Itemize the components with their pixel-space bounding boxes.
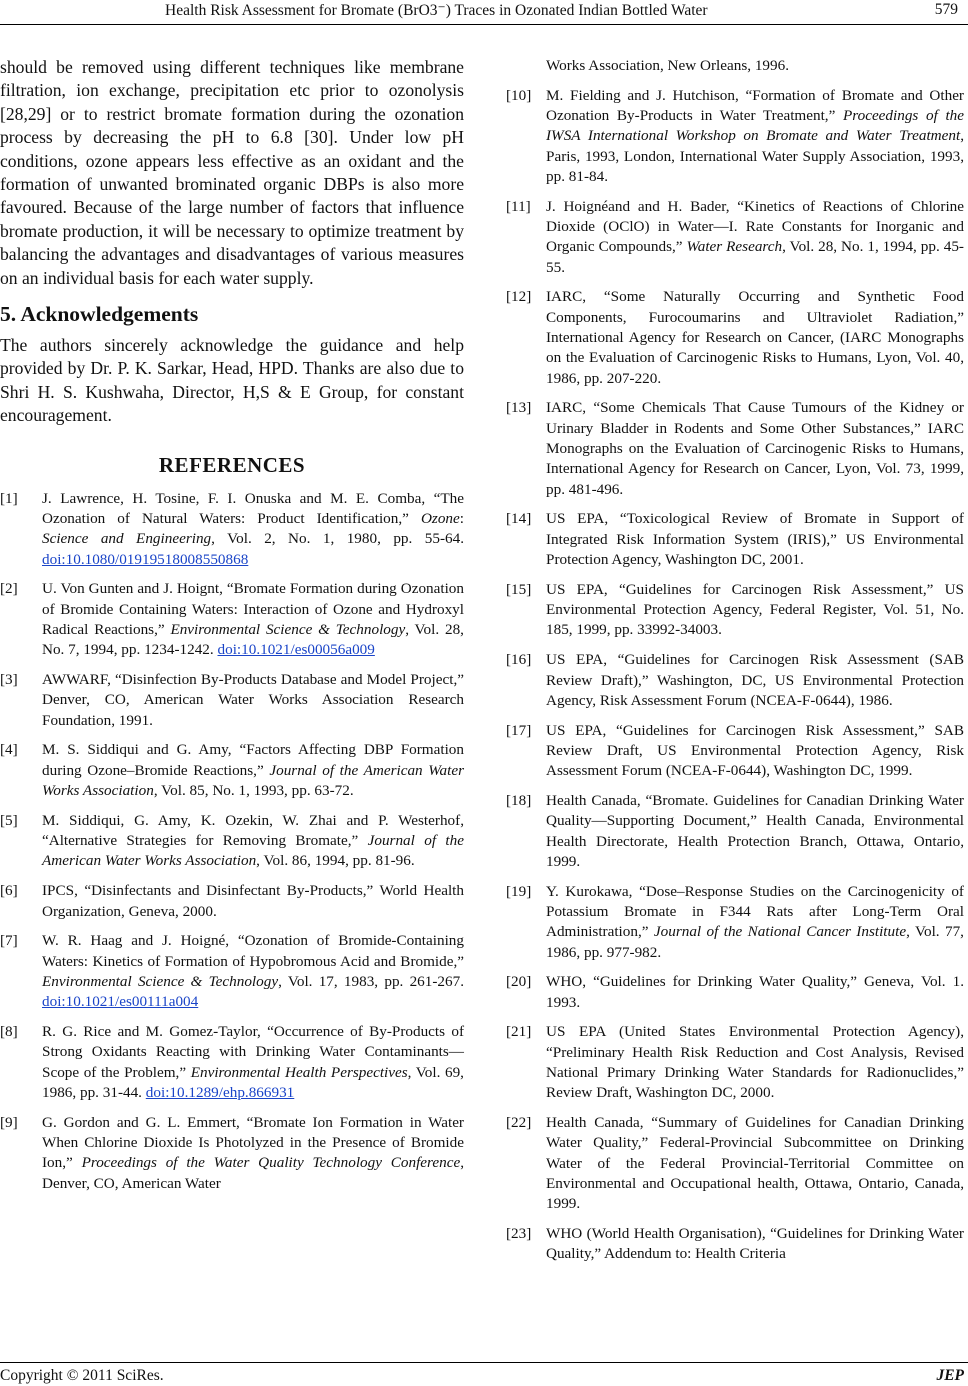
reference-text: J. Lawrence, H. Tosine, F. I. Onuska and M. E. Comba, “The Ozonation of Natural Waters: Product Identification,” [42, 489, 464, 527]
journal-abbreviation: JEP [936, 1367, 964, 1384]
reference-list-right [506, 86, 964, 1265]
reference-item [0, 489, 464, 570]
reference-text: , Vol. 77, 1986, pp. 977-982. [546, 923, 964, 961]
doi-link[interactable]: doi:10.1289/ehp.866931 [145, 1083, 295, 1101]
reference-number: [9] [0, 1113, 18, 1131]
reference-item [506, 650, 964, 711]
reference-item [506, 580, 964, 641]
reference-text: , Vol. 28, No. 1, 1994, pp. 45-55. [546, 238, 964, 276]
reference-text: IARC, “Some Naturally Occurring and Synthetic Food Components, Furocoumarins and Ultraviolet Radiation,” International Agency for Research on Cancer, (IARC Monographs on the Evaluation of Carcinogenic Risks to Humans, Lyon, Vol. 40, 1986, pp. 207-220. [546, 288, 964, 387]
reference-title-italic: Science and Engineering [42, 530, 212, 548]
reference-number: [10] [506, 86, 532, 104]
reference-title-italic: Ozone [420, 509, 460, 527]
reference-item [506, 86, 964, 187]
reference-number: [16] [506, 651, 532, 669]
reference-number: [17] [506, 721, 532, 739]
reference-text: IPCS, “Disinfectants and Disinfectant By-Products,” World Health Organization, Geneva, 2000. [42, 882, 464, 920]
running-title: Health Risk Assessment for Bromate (BrO3⁻) Traces in Ozonated Indian Bottled Water [165, 2, 708, 19]
reference-text: US EPA, “Guidelines for Carcinogen Risk Assessment,” US Environmental Protection Agency, Federal Register, Vol. 51, No. 185, 1999, pp. 33992-34003. [546, 580, 964, 639]
reference-number: [11] [506, 197, 531, 215]
page-footer [0, 1362, 968, 1386]
reference-text: US EPA, “Guidelines for Carcinogen Risk Assessment (SAB Review Draft),” Washington, DC, US Environmental Protection Agency, Risk Assessment Forum (NCEA-F-0644), 1986. [546, 651, 964, 709]
reference-title-italic: Journal of the American Water Works Association [42, 761, 464, 800]
header-rule [0, 24, 968, 25]
reference-number: [7] [0, 932, 18, 950]
reference-item [506, 398, 964, 499]
running-header [0, 0, 968, 26]
reference-item [0, 740, 464, 801]
reference-title-italic: Proceedings of the IWSA International Workshop on Bromate and Water Treatment [546, 107, 964, 145]
reference-item [506, 197, 964, 278]
reference-text: R. G. Rice and M. Gomez-Taylor, “Occurrence of By-Products of Strong Oxidants Reacting with Drinking Water Contaminants—Scope of the Problem,” [42, 1023, 464, 1081]
reference-title-italic: Proceedings of the Water Quality Technology Conference [81, 1154, 461, 1172]
reference-item [0, 1022, 464, 1103]
doi-link[interactable]: doi:10.1021/es00056a009 [217, 641, 375, 659]
reference-text: , Denver, CO, American Water [42, 1154, 464, 1192]
reference-text: M. Siddiqui, G. Amy, K. Ozekin, W. Zhai and P. Westerhof, “Alternative Strategies for Removing Bromate,” [42, 811, 464, 850]
reference-text: US EPA, “Toxicological Review of Bromate in Support of Integrated Risk Information System (IRIS),” US Environmental Protection Agency, Washington DC, 2001. [546, 510, 964, 569]
reference-title-italic: Journal of the National Cancer Institute [653, 923, 907, 941]
reference-number: [6] [0, 882, 18, 900]
reference-number: [2] [0, 580, 18, 598]
reference-text: , Vol. 69, 1986, pp. 31-44. [42, 1063, 464, 1101]
acknowledgements-text: The authors sincerely acknowledge the guidance and help provided by Dr. P. K. Sarkar, Head, HPD. Thanks are also due to Shri H. S. Kushwaha, Director, H,S & E Group, for constant encouragement. [0, 335, 464, 426]
footer-rule [0, 1362, 968, 1363]
reference-text: , Paris, 1993, London, International Water Supply Association, 1993, pp. 81-84. [546, 127, 964, 185]
reference-item [0, 931, 464, 1012]
reference-text: : [459, 509, 464, 527]
reference-text: , Vol. 28, No. 7, 1994, pp. 1234-1242. [42, 620, 464, 659]
reference-text: AWWARF, “Disinfection By-Products Database and Model Project,” Denver, CO, American Water Works Association Research Foundation, 1991. [42, 671, 464, 729]
reference-text: , Vol. 17, 1983, pp. 261-267. [278, 972, 464, 990]
reference-text: US EPA (United States Environmental Protection Agency), “Preliminary Health Risk Reduction and Cost Analysis, Revised National Primary Drinking Water Standards for Radionuclides,” Review Draft, Washington DC, 2000. [546, 1023, 964, 1102]
references-heading: REFERENCES [158, 452, 306, 477]
reference-text: US EPA, “Guidelines for Carcinogen Risk Assessment,” SAB Review Draft, US Environmental Protection Agency, Risk Assessment Forum (NCEA-F-0644), Washington DC, 1999. [546, 721, 964, 780]
reference-item [0, 670, 464, 731]
reference-item [506, 1022, 964, 1103]
reference-item [506, 882, 964, 963]
acknowledgements-heading: 5. Acknowledgements [0, 302, 199, 327]
reference-item [506, 972, 964, 1013]
reference-number: [13] [506, 399, 532, 417]
reference-number: [3] [0, 671, 18, 689]
reference-number: [14] [506, 510, 532, 528]
reference-item [506, 287, 964, 388]
reference-list-left [0, 489, 464, 1194]
reference-text: W. R. Haag and J. Hoigné, “Ozonation of Bromide-Containing Waters: Kinetics of Formation of Hypobromous Acid and Bromide,” [42, 932, 464, 970]
reference-text: IARC, “Some Chemicals That Cause Tumours of the Kidney or Urinary Bladder in Rodents and Some Other Substances,” IARC Monographs on the Evaluation of Carcinogenic Risks to Humans, International Agency for Research on Cancer, Lyon, Vol. 73, 1999, pp. 481-496. [546, 399, 964, 498]
reference-number: [21] [506, 1023, 532, 1041]
reference-item [506, 1224, 964, 1265]
right-column [506, 56, 964, 1274]
reference-item [0, 881, 464, 922]
reference-number: [19] [506, 882, 532, 900]
reference-number: [4] [0, 741, 18, 759]
reference-item [506, 791, 964, 872]
reference-number: [12] [506, 288, 532, 306]
reference-text: G. Gordon and G. L. Emmert, “Bromate Ion Formation in Water When Chlorine Dioxide Is Photolyzed in the Presence of Bromide Ion,” [42, 1113, 464, 1172]
page-number: 579 [934, 1, 958, 18]
reference-item [0, 811, 464, 872]
reference-text: M. S. Siddiqui and G. Amy, “Factors Affecting DBP Formation during Ozone–Bromide Reactions,” [42, 741, 464, 779]
reference-number: [5] [0, 811, 18, 829]
reference-text: Y. Kurokawa, “Dose–Response Studies on the Carcinogenicity of Potassium Bromate in F344 Rats after Long-Term Oral Administration,” [546, 882, 964, 941]
reference-number: [18] [506, 792, 532, 809]
reference-text: , Vol. 2, No. 1, 1980, pp. 55-64. [211, 530, 464, 548]
reference-number: [22] [506, 1114, 532, 1132]
reference-title-italic: Journal of the American Water Works Association [42, 832, 464, 870]
reference-title-italic: Environmental Science & Technology [42, 972, 279, 990]
doi-link[interactable]: doi:10.1021/es00111a004 [42, 993, 199, 1011]
doi-link[interactable]: doi:10.1080/01919518008550868 [42, 550, 249, 568]
reference-number: [20] [506, 973, 532, 991]
reference-number: [8] [0, 1023, 18, 1041]
reference-title-italic: Environmental Science & Technology [170, 620, 406, 638]
reference-text: , Vol. 85, No. 1, 1993, pp. 63-72. [153, 782, 354, 800]
left-column [0, 56, 464, 1203]
reference-number: [15] [506, 580, 532, 598]
intro-paragraph: should be removed using different techniques like membrane filtration, ion exchange, precipitation etc prior to ozonolysis [28,29] or to restrict bromate formation during the ozonation process by decreasing the pH to 6.8 [30]. Under low pH conditions, ozone appears less effective as an oxidant and the formation of unwanted brominated organic DBPs is also more favoured. Because of the large number of factors that influence bromate production, it will be necessary to optimize treatment by balancing the advantages and disadvantages of various measures on an individual basis for each water supply. [0, 57, 464, 288]
reference-item [506, 721, 964, 782]
reference-text: , Vol. 86, 1994, pp. 81-96. [256, 852, 415, 870]
copyright-notice: Copyright © 2011 SciRes. [0, 1367, 164, 1384]
reference-text: WHO, “Guidelines for Drinking Water Quality,” Geneva, Vol. 1. 1993. [546, 973, 964, 1011]
reference-text: U. Von Gunten and J. Hoignt, “Bromate Formation during Ozonation of Bromide Containing Waters: Interaction of Ozone and Hydroxyl Radical Reactions,” [42, 580, 464, 638]
reference-item [0, 1113, 464, 1194]
reference-number: [1] [0, 489, 18, 507]
reference-title-italic: Environmental Health Perspectives [190, 1063, 408, 1081]
reference-number: [23] [506, 1225, 532, 1243]
reference-text: J. Hoignéand and H. Bader, “Kinetics of Reactions of Chlorine Dioxide (OClO) in Water—I. Rate Constants for Inorganic and Organic Compounds,” [546, 197, 964, 256]
reference-item [506, 509, 964, 570]
reference-text: Health Canada, “Bromate. Guidelines for Canadian Drinking Water Quality—Supporting Document,” Health Canada, Environmental Health Directorate, Health Protection Branch, Ottawa, Ontario, 1999. [546, 792, 964, 870]
reference-text: M. Fielding and J. Hutchison, “Formation of Bromate and Other Ozonation By-Products in Water Treatment,” [546, 86, 964, 125]
reference-9-continuation: Works Association, New Orleans, 1996. [546, 57, 790, 74]
reference-item [506, 1113, 964, 1214]
reference-item [0, 579, 464, 660]
reference-text: Health Canada, “Summary of Guidelines for Canadian Drinking Water Quality,” Federal-Provincial Subcommittee on Drinking Water of the Federal Provincial-Territorial Committee on Environmental and Occupational health, Ottawa, Ontario, Canada, 1999. [546, 1114, 964, 1213]
reference-title-italic: Water Research [686, 238, 783, 256]
reference-text: WHO (World Health Organisation), “Guidelines for Drinking Water Quality,” Addendum to: Health Criteria [546, 1225, 964, 1263]
